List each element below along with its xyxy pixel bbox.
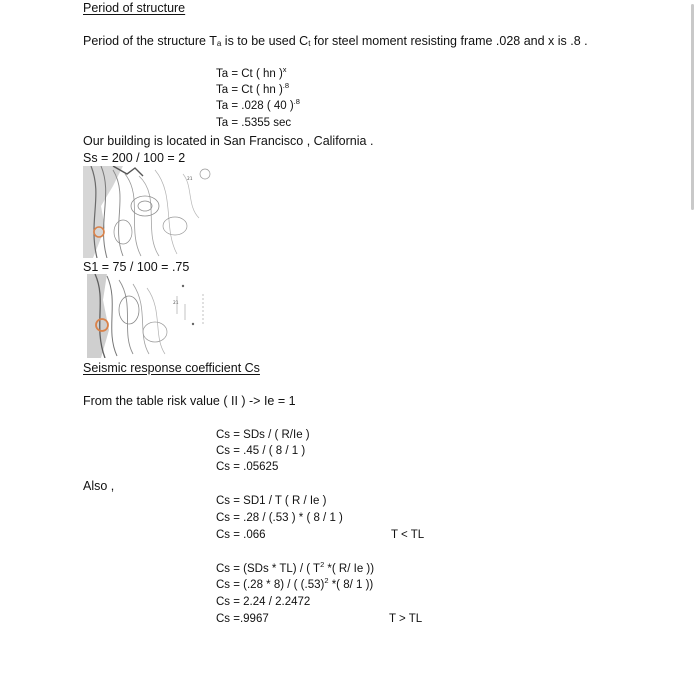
cs-equation-line: Cs =.9967: [216, 613, 269, 625]
cs-equation-line: Cs = SD1 / T ( R / Ie ): [216, 495, 327, 507]
also-text: Also ,: [83, 479, 115, 493]
cs-equation-line: Cs = .28 / (.53 ) * ( 8 / 1 ): [216, 512, 343, 524]
cs-equation-line: Cs = .05625: [216, 461, 279, 473]
svg-text:₂₁: ₂₁: [187, 174, 193, 182]
condition-t-greater-tl: T > TL: [389, 613, 423, 625]
cs-equation-line: Cs = (SDs * TL) / ( $T^2$ *( R/ Ie )): [216, 560, 375, 575]
location-text: Our building is located in San Francisco , California .: [83, 134, 374, 148]
condition-t-less-tl: T < TL: [391, 529, 425, 541]
equation-line: Ta = .028 ( 40 )$^{.8}$: [216, 97, 300, 112]
cs-equation-line: Cs = (.28 * 8) / ( $(.53)^2$ *( 8/ 1 )): [216, 576, 374, 591]
cs-equation-line: Cs = 2.24 / 2.2472: [216, 596, 311, 608]
equation-line: Ta = Ct ( hn )$^x$: [216, 65, 287, 80]
cs-equation-line: Cs = .066: [216, 529, 266, 541]
cs-equation-line: Cs = SDs / ( R/Ie ): [216, 429, 310, 441]
equation-line: Ta = Ct ( hn )$^{.8}$: [216, 81, 290, 96]
section-heading-period: Period of structure: [83, 1, 186, 15]
cs-equation-line: Cs = .45 / ( 8 / 1 ): [216, 445, 306, 457]
svg-text:₂₁: ₂₁: [173, 298, 179, 306]
period-intro-text: Period of the structure $T_a$ is to be used $C_t$ for steel moment resisting frame .028 and x is .8 .: [83, 34, 588, 48]
scrollbar-thumb[interactable]: [691, 4, 694, 210]
section-heading-cs: Seismic response coefficient Cs: [83, 361, 260, 375]
table-risk-text: From the table risk value ( II ) -> Ie = 1: [83, 394, 296, 408]
ss-value-text: Ss = 200 / 100 = 2: [83, 151, 186, 165]
ss-contour-map: [83, 166, 211, 258]
s1-value-text: S1 = 75 / 100 = .75: [83, 260, 190, 274]
s1-contour-map: [85, 274, 213, 358]
equation-line: Ta = .5355 sec: [216, 117, 292, 129]
